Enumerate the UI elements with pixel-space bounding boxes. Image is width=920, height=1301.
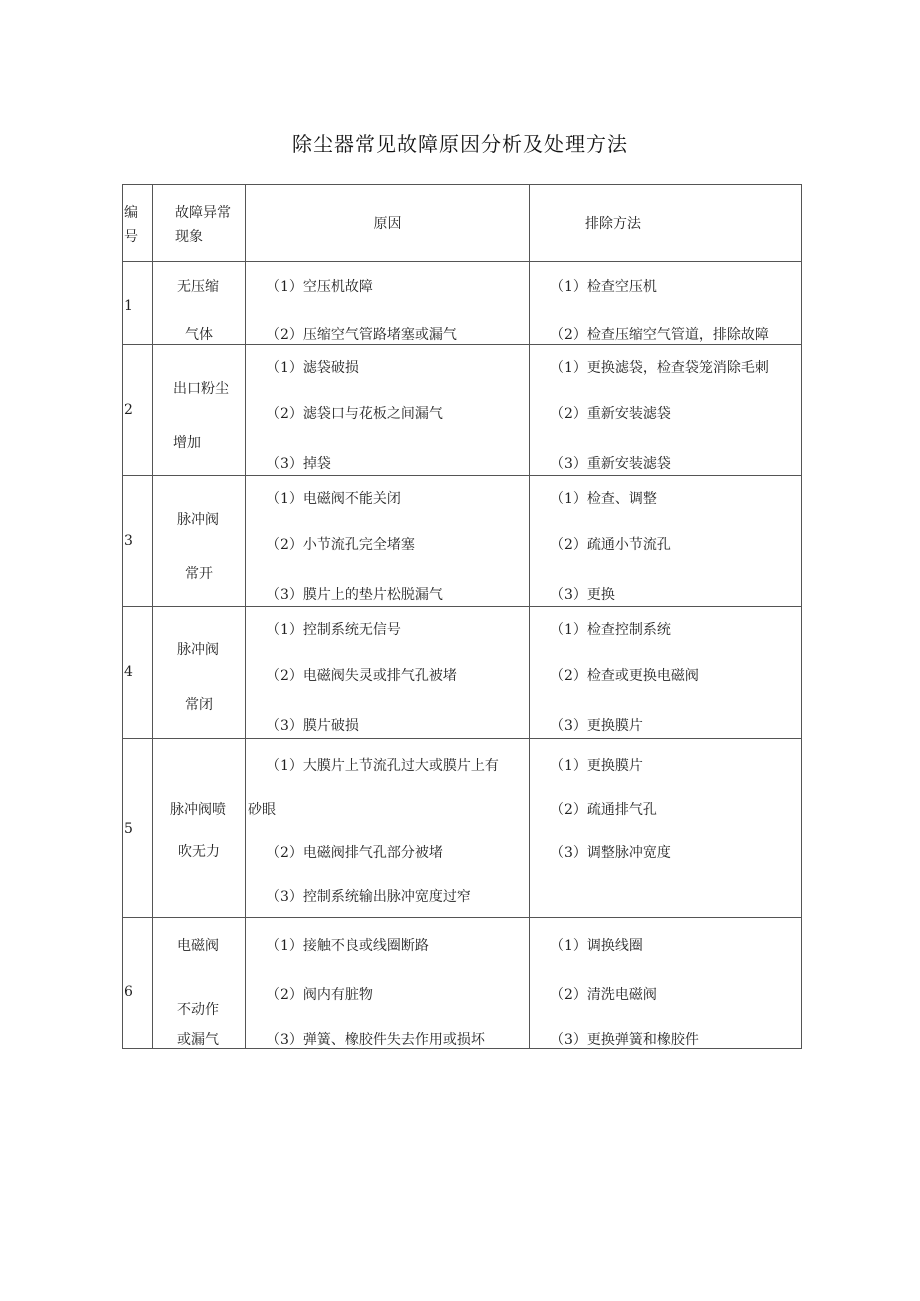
solution-item: （2）疏通小节流孔 <box>550 537 671 553</box>
header-cause: 原因 <box>246 185 530 262</box>
solution-item: （3）重新安装滤袋 <box>550 456 671 472</box>
symptom-line: 出口粉尘 <box>173 381 229 397</box>
row-number: 2 <box>124 402 133 418</box>
table-header-row <box>123 185 802 262</box>
symptom-line: 气体 <box>185 327 213 343</box>
solution-item: （2）清洗电磁阀 <box>550 987 657 1003</box>
cause-item: （3）掉袋 <box>266 456 331 472</box>
symptom-line: 常闭 <box>185 697 213 713</box>
symptom-line: 不动作 <box>177 1002 219 1018</box>
cause-item: （1）滤袋破损 <box>266 360 359 376</box>
page-title: 除尘器常见故障原因分析及处理方法 <box>292 132 628 156</box>
cause-item: （1）空压机故障 <box>266 279 373 295</box>
table-row <box>123 918 802 1049</box>
symptom-line: 脉冲阀喷 <box>170 802 226 818</box>
cause-item: （1）大膜片上节流孔过大或膜片上有 <box>266 758 499 774</box>
cause-item: （3）控制系统输出脉冲宽度过窄 <box>266 889 471 905</box>
solution-item: （2）重新安装滤袋 <box>550 406 671 422</box>
row-number: 5 <box>124 821 133 837</box>
symptom-line: 常开 <box>185 566 213 582</box>
header-symptom-line1: 故障异常 <box>175 205 231 221</box>
row-number: 1 <box>124 298 133 314</box>
symptom-line: 无压缩 <box>177 279 219 295</box>
solution-item: （2）检查或更换电磁阀 <box>550 668 699 684</box>
solution-item: （3）更换弹簧和橡胶件 <box>550 1032 699 1048</box>
header-no-line2: 号 <box>124 229 138 245</box>
header-no-line1: 编 <box>124 205 138 221</box>
cause-item: 砂眼 <box>248 802 276 818</box>
solution-item: （1）更换膜片 <box>550 758 643 774</box>
cause-item: （3）膜片上的垫片松脱漏气 <box>266 587 443 603</box>
cause-item: （2）小节流孔完全堵塞 <box>266 537 415 553</box>
table-row <box>123 739 802 918</box>
table-row <box>123 476 802 607</box>
solution-item: （1）调换线圈 <box>550 938 643 954</box>
table-row <box>123 345 802 476</box>
header-no <box>123 185 153 262</box>
solution-item: （1）更换滤袋，检查袋笼消除毛刺 <box>550 360 769 376</box>
row-number: 3 <box>124 533 133 549</box>
symptom-line: 吹无力 <box>178 844 220 860</box>
solution-item: （1）检查、调整 <box>550 491 657 507</box>
header-symptom <box>153 185 246 262</box>
cause-item: （3）膜片破损 <box>266 718 359 734</box>
cause-item: （1）电磁阀不能关闭 <box>266 491 401 507</box>
cause-item: （1）控制系统无信号 <box>266 622 401 638</box>
header-solution: 排除方法 <box>530 185 802 262</box>
solution-item: （2）疏通排气孔 <box>550 802 657 818</box>
row-number: 4 <box>124 664 133 680</box>
cause-item: （2）滤袋口与花板之间漏气 <box>266 406 443 422</box>
cause-item: （2）阀内有脏物 <box>266 987 373 1003</box>
header-symptom-line2: 现象 <box>175 229 203 245</box>
cause-item: （3）弹簧、橡胶件失去作用或损坏 <box>266 1032 485 1048</box>
solution-item: （3）调整脉冲宽度 <box>550 845 671 861</box>
solution-item: （2）检查压缩空气管道，排除故障 <box>550 327 769 343</box>
solution-item: （1）检查控制系统 <box>550 622 671 638</box>
table-row <box>123 607 802 739</box>
symptom-line: 电磁阀 <box>177 938 219 954</box>
symptom-line: 脉冲阀 <box>177 512 219 528</box>
fault-table <box>122 184 802 1049</box>
solution-item: （1）检查空压机 <box>550 279 657 295</box>
symptom-line: 或漏气 <box>177 1032 219 1048</box>
symptom-line: 脉冲阀 <box>177 642 219 658</box>
table-row <box>123 262 802 345</box>
row-number: 6 <box>124 984 133 1000</box>
cause-item: （2）压缩空气管路堵塞或漏气 <box>266 327 457 343</box>
symptom-line: 增加 <box>173 435 201 451</box>
solution-item: （3）更换膜片 <box>550 718 643 734</box>
cause-item: （2）电磁阀排气孔部分被堵 <box>266 845 443 861</box>
cause-item: （2）电磁阀失灵或排气孔被堵 <box>266 668 457 684</box>
solution-item: （3）更换 <box>550 587 615 603</box>
cause-item: （1）接触不良或线圈断路 <box>266 938 429 954</box>
